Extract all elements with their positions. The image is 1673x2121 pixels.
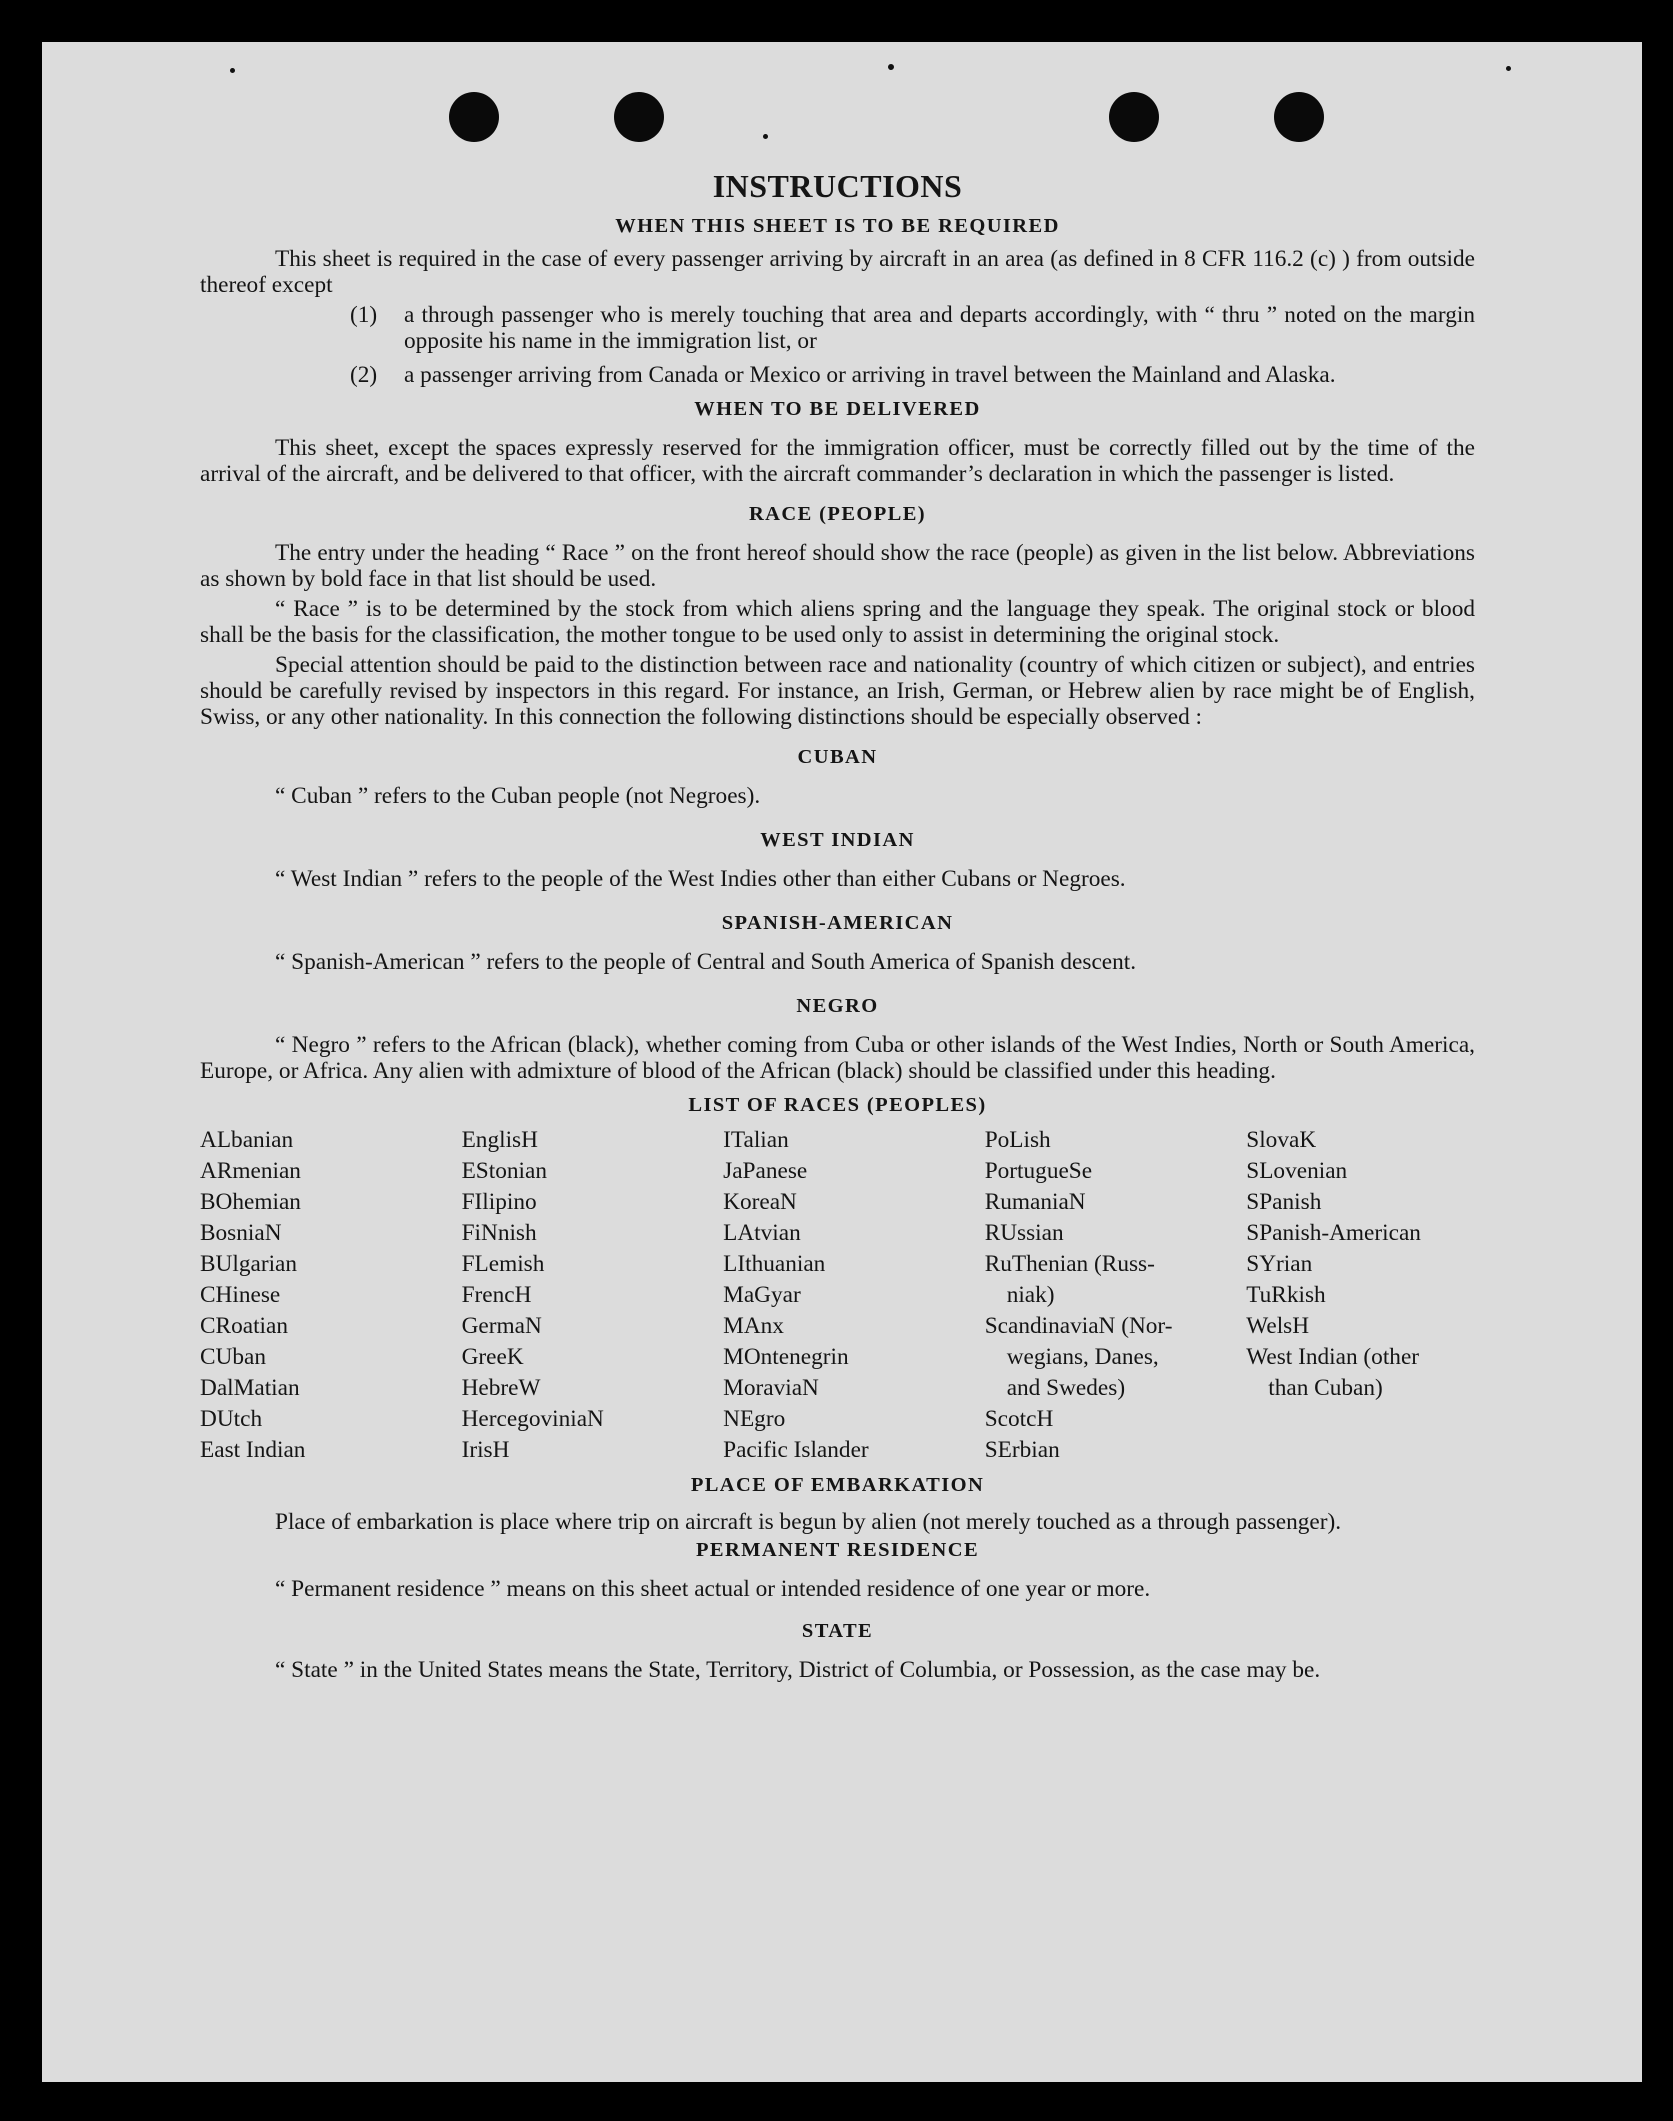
heading-when-required: WHEN THIS SHEET IS TO BE REQUIRED	[615, 215, 1060, 237]
race-entry: FrencH	[461, 1282, 532, 1308]
races-column	[462, 1125, 724, 1466]
instructions-content	[200, 168, 1475, 1683]
race-entry: LAtvian	[723, 1220, 801, 1246]
race-entry: EnglisH	[461, 1127, 538, 1153]
paragraph-state: “ State ” in the United States means the State, Territory, District of Columbia, or Possession, as the case may be.	[275, 1657, 1321, 1683]
race-entry: BUlgarian	[200, 1251, 298, 1277]
speck-mark	[763, 134, 768, 139]
race-entry: TuRkish	[1246, 1282, 1326, 1308]
list-item	[200, 362, 1475, 388]
race-entry: CRoatian	[200, 1313, 289, 1339]
paragraph-when-delivered: This sheet, except the spaces expressly reserved for the immigration officer, must be correctly filled out by the time of the arrival of the aircraft, and be delivered to that officer, with the aircraft commander’s declaration in which the passenger is listed.	[200, 435, 1475, 487]
race-entry: Pacific Islander	[723, 1437, 869, 1463]
race-entry: EStonian	[461, 1158, 547, 1184]
race-entry: CUban	[200, 1344, 267, 1370]
item-number: (2)	[350, 362, 378, 388]
item-number: (1)	[350, 302, 378, 328]
race-entry: East Indian	[200, 1437, 306, 1463]
race-entry: than Cuban)	[1268, 1375, 1383, 1401]
race-entry: DalMatian	[200, 1375, 300, 1401]
paragraph-west-indian: “ West Indian ” refers to the people of the West Indies other than either Cubans or Negroes.	[275, 866, 1126, 892]
paragraph-spanish-american: “ Spanish-American ” refers to the people of Central and South America of Spanish descent.	[275, 949, 1137, 975]
race-entry: RuThenian (Russ-	[984, 1251, 1155, 1277]
race-entry: NEgro	[723, 1406, 786, 1432]
heading-race: RACE (PEOPLE)	[748, 503, 927, 525]
race-entry: KoreaN	[723, 1189, 797, 1215]
race-entry: CHinese	[200, 1282, 281, 1308]
paragraph-race-1: The entry under the heading “ Race ” on the front hereof should show the race (people) as given in the list below. Abbreviations as shown by bold face in that list should be used.	[200, 540, 1475, 592]
heading-cuban: CUBAN	[797, 746, 878, 768]
race-entry: ScotcH	[984, 1406, 1054, 1432]
race-entry: West Indian (other	[1246, 1344, 1420, 1370]
races-column	[723, 1125, 985, 1466]
races-column	[200, 1125, 462, 1466]
race-entry: RUssian	[984, 1220, 1064, 1246]
heading-west-indian: WEST INDIAN	[760, 829, 915, 851]
punch-hole	[449, 92, 499, 142]
heading-when-delivered: WHEN TO BE DELIVERED	[694, 398, 981, 420]
page-title: INSTRUCTIONS	[712, 168, 963, 204]
paragraph-cuban: “ Cuban ” refers to the Cuban people (not Negroes).	[275, 783, 761, 809]
list-item	[200, 302, 1475, 354]
heading-permanent-residence: PERMANENT RESIDENCE	[695, 1539, 980, 1561]
race-entry: HebreW	[461, 1375, 541, 1401]
race-entry: JaPanese	[723, 1158, 808, 1184]
item-text: a through passenger who is merely touching that area and departs accordingly, with “ thru ” noted on the margin opposite his name in the immigration list, or	[404, 302, 1475, 354]
race-entry: MaGyar	[723, 1282, 801, 1308]
race-entry: PoLish	[984, 1127, 1051, 1153]
race-entry: MAnx	[723, 1313, 784, 1339]
race-entry: DUtch	[200, 1406, 263, 1432]
race-entry: FIlipino	[461, 1189, 537, 1215]
punch-hole	[1109, 92, 1159, 142]
heading-list-of-races: LIST OF RACES (PEOPLES)	[688, 1094, 987, 1116]
race-entry: WelsH	[1246, 1313, 1310, 1339]
race-entry: SlovaK	[1246, 1127, 1317, 1153]
race-entry: FLemish	[461, 1251, 545, 1277]
race-entry: GermaN	[461, 1313, 542, 1339]
heading-spanish-american: SPANISH-AMERICAN	[721, 912, 954, 934]
race-entry: RumaniaN	[984, 1189, 1086, 1215]
race-entry: SPanish	[1246, 1189, 1322, 1215]
heading-state: STATE	[801, 1620, 874, 1642]
race-entry: niak)	[1006, 1282, 1055, 1308]
race-entry: LIthuanian	[723, 1251, 826, 1277]
race-entry: ALbanian	[200, 1127, 294, 1153]
race-entry: GreeK	[461, 1344, 524, 1370]
item-text: a passenger arriving from Canada or Mexico or arriving in travel between the Mainland and Alaska.	[404, 362, 1336, 388]
paragraph-embarkation: Place of embarkation is place where trip on aircraft is begun by alien (not merely touched as a through passenger).	[275, 1509, 1342, 1535]
race-entry: BosniaN	[200, 1220, 282, 1246]
race-entry: FiNnish	[461, 1220, 537, 1246]
race-entry: IrisH	[461, 1437, 510, 1463]
paragraph-negro: “ Negro ” refers to the African (black), whether coming from Cuba or other islands of the West Indies, North or South America, Europe, or Africa. Any alien with admixture of blood of the African (black) should be classified under this heading.	[200, 1032, 1475, 1084]
race-entry: ITalian	[723, 1127, 789, 1153]
punch-hole	[614, 92, 664, 142]
paragraph-race-2: “ Race ” is to be determined by the stock from which aliens spring and the language they speak. The original stock or blood shall be the basis for the classification, the mother tongue to be used only to assist in determining the original stock.	[200, 596, 1475, 648]
heading-negro: NEGRO	[796, 995, 879, 1017]
speck-mark	[888, 64, 894, 70]
paragraph-permanent-residence: “ Permanent residence ” means on this sheet actual or intended residence of one year or more.	[275, 1576, 1151, 1602]
race-entry: MoraviaN	[723, 1375, 819, 1401]
races-list	[200, 1125, 1475, 1466]
race-entry: wegians, Danes,	[1006, 1344, 1159, 1370]
paragraph-when-required: This sheet is required in the case of every passenger arriving by aircraft in an area (as defined in 8 CFR 116.2 (c) ) from outside thereof except	[200, 246, 1475, 298]
race-entry: ScandinaviaN (Nor-	[984, 1313, 1173, 1339]
race-entry: MOntenegrin	[723, 1344, 849, 1370]
race-entry: SPanish-American	[1246, 1220, 1421, 1246]
race-entry: SErbian	[984, 1437, 1060, 1463]
race-entry: HercegoviniaN	[461, 1406, 604, 1432]
race-entry: ARmenian	[200, 1158, 301, 1184]
heading-embarkation: PLACE OF EMBARKATION	[690, 1474, 985, 1496]
races-column	[1246, 1125, 1475, 1466]
race-entry: PortugueSe	[984, 1158, 1093, 1184]
speck-mark	[1506, 66, 1511, 71]
race-entry: SYrian	[1246, 1251, 1313, 1277]
race-entry: BOhemian	[200, 1189, 301, 1215]
race-entry: SLovenian	[1246, 1158, 1348, 1184]
speck-mark	[230, 68, 235, 73]
paragraph-race-3: Special attention should be paid to the distinction between race and nationality (country of which citizen or subject), and entries should be carefully revised by inspectors in this regard. For instance, an Irish, German, or Hebrew alien by race might be of English, Swiss, or any other nationality. In this connection the following distinctions should be especially observed :	[200, 652, 1475, 730]
races-column	[985, 1125, 1247, 1466]
race-entry: and Swedes)	[1006, 1375, 1126, 1401]
punch-hole	[1274, 92, 1324, 142]
